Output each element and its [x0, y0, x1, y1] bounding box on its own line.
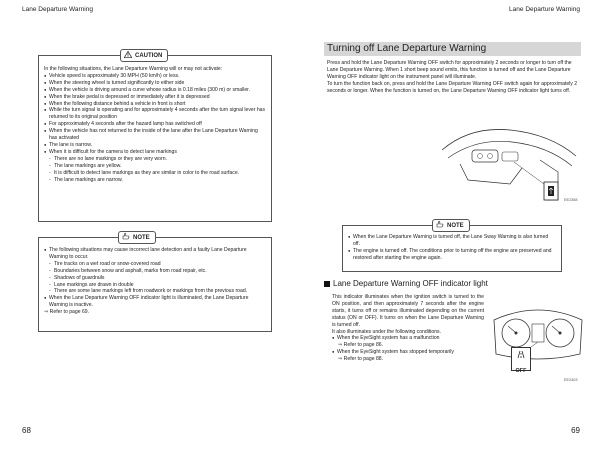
- right-note-box: [342, 222, 562, 272]
- left-note-box: [38, 234, 272, 332]
- indicator-paragraph: This indicator illuminates when the ignition switch is turned to the ON position, and then approximately 7 seconds after the engine starts, it turns off or remains illuminated depending on the current status (ON or OFF). It turns on when the Lane Departure Warning is turned off.: [332, 294, 484, 328]
- condition-item: ● When the EyeSight system has a malfunction: [332, 335, 484, 342]
- caution-subitem: - It is difficult to detect lane markings as they are similar in color to the road surface.: [44, 170, 266, 177]
- caution-subitem: - The lane markings are yellow.: [44, 163, 266, 170]
- right-note-label-text: NOTE: [447, 222, 464, 229]
- indicator-body: [332, 294, 484, 363]
- caution-box: [38, 52, 272, 222]
- right-note-label: [432, 219, 470, 232]
- left-note-label: [118, 231, 156, 244]
- caution-item: ● While the turn signal is operating and for approximately 4 seconds after the turn signal lever has returned to its original position: [44, 107, 266, 121]
- caution-item: ● For approximately 4 seconds after the hazard lamp has switched off: [44, 121, 266, 128]
- right-paragraph: To turn the function back on, press and hold the Lane Departure Warning OFF switch again for approximately 2 seconds or longer. When the function is turned on, the Lane Departure Warning OFF indicator light turns off.: [327, 80, 578, 94]
- caution-item: ● Vehicle speed is approximately 30 MPH (50 km/h) or less.: [44, 73, 266, 80]
- caution-subitem: - There are no lane markings or they are very worn.: [44, 156, 266, 163]
- caution-intro: In the following situations, the Lane Departure Warning will or may not activate:: [44, 66, 223, 72]
- section-title-bar: Turning off Lane Departure Warning: [324, 42, 581, 56]
- note-subitem: - Lane markings are drawn in double: [44, 282, 266, 289]
- section-square-icon: [324, 281, 330, 287]
- left-page-number: 68: [22, 426, 31, 435]
- note-subitem: - Shadows of guardrails: [44, 275, 266, 282]
- indicator-off-text: OFF: [515, 368, 527, 374]
- left-note-label-text: NOTE: [133, 234, 150, 241]
- indicator-section-heading: [324, 279, 488, 288]
- indicator-paragraph: It also illuminates under the following conditions.: [332, 328, 442, 335]
- note-subitem: - Boundaries between snow and asphalt, marks from road repair, etc.: [44, 268, 266, 275]
- caution-item: ● When the steering wheel is turned significantly to either side: [44, 80, 266, 87]
- caution-subitem: - The lane markings are narrow.: [44, 177, 266, 184]
- condition-item: ● When the EyeSight system has stopped temporarily: [332, 349, 484, 356]
- note-item: ● When the Lane Departure Warning OFF indicator light is illuminated, the Lane Departure Warning is inactive.: [44, 295, 266, 309]
- page-reference: ⇒ Refer to page 69.: [44, 309, 90, 316]
- caution-item: ● When the vehicle is driving around a curve whose radius is 0.18 miles (300 m) or smaller.: [44, 87, 266, 94]
- caution-label: [120, 49, 168, 62]
- caution-item: ● When the brake pedal is depressed or immediately after it is depressed: [44, 94, 266, 101]
- note-item: ● The engine is turned off. The conditions prior to turning off the engine are preserved and restored after starting the engine again.: [348, 248, 556, 262]
- note-item: ● When the Lane Departure Warning is turned off, the Lane Sway Warning is also turned off.: [348, 234, 556, 248]
- note-hand-icon: [436, 221, 444, 230]
- section-title: Lane Departure Warning OFF indicator light: [333, 279, 488, 288]
- caution-item: ● When the following distance behind a vehicle in front is short: [44, 101, 266, 108]
- caution-item: ● The lane is narrow.: [44, 142, 266, 149]
- figure-code: EE2368: [564, 198, 578, 202]
- right-intro-text: [327, 60, 579, 95]
- note-subitem: - There are some lane markings left from roadwork or markings from the previous road.: [44, 288, 266, 295]
- overhead-console-illustration: [440, 120, 580, 206]
- note-item: ● The following situations may cause incorrect lane detection and a faulty Lane Departure Warning to occur.: [44, 247, 266, 261]
- warning-triangle-icon: [124, 51, 132, 60]
- figure-code: EE2403: [564, 378, 578, 382]
- page-reference: ⇒ Refer to page 86.: [338, 342, 384, 349]
- right-running-header: Lane Departure Warning: [509, 6, 580, 13]
- right-page-number: 69: [571, 426, 580, 435]
- note-subitem: - Tire tracks on a wet road or snow-covered road: [44, 261, 266, 268]
- note-hand-icon: [122, 233, 130, 242]
- lane-departure-off-indicator-icon: [511, 347, 531, 374]
- caution-item: ● When the vehicle has not returned to the inside of the lane after the Lane Departure Warning has activated: [44, 128, 266, 142]
- caution-item: ● When it is difficult for the camera to detect lane markings: [44, 149, 266, 156]
- instrument-cluster-illustration: [492, 300, 584, 370]
- page-reference: ⇒ Refer to page 88.: [338, 356, 384, 363]
- right-paragraph: Press and hold the Lane Departure Warning OFF switch for approximately 2 seconds or longer to turn off the Lane Departure Warning. When 1 short beep sound emits, this function is turned off and the Lane Departure Warning OFF indicator light on the instrument panel will illuminate.: [327, 60, 572, 80]
- left-running-header: Lane Departure Warning: [22, 6, 93, 13]
- caution-label-text: CAUTION: [135, 52, 163, 59]
